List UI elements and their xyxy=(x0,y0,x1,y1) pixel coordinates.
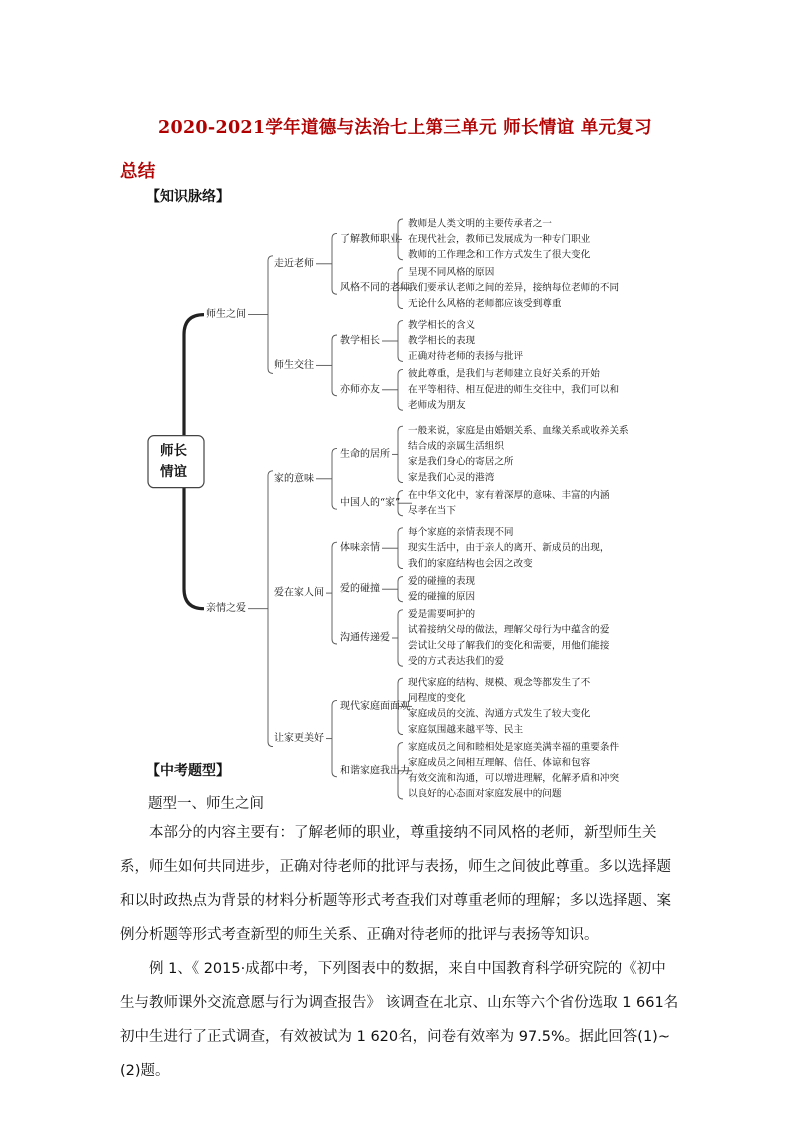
mindmap-leaf: 每个家庭的亲情表现不同 xyxy=(408,527,514,539)
mindmap-leaf: 彼此尊重，是我们与老师建立良好关系的开始 xyxy=(408,368,600,380)
mindmap-leaf: 结合成的亲属生活组织 xyxy=(408,441,504,453)
mindmap-topic: 师生交往 xyxy=(274,359,314,371)
mindmap-connector xyxy=(332,542,337,644)
mindmap-leaf: 在中华文化中，家有着深厚的意味、丰富的内涵 xyxy=(408,489,610,501)
mindmap-connector xyxy=(268,256,273,374)
mindmap-subtopic: 体味亲情 xyxy=(340,542,380,554)
mindmap-leaf: 我们的家庭结构也会因之改变 xyxy=(408,558,533,570)
mindmap-root-label-line2: 情谊 xyxy=(160,464,187,481)
mindmap-connector xyxy=(398,426,403,482)
mindmap-leaf: 尝试让父母了解我们的变化和需要，用他们能接 xyxy=(408,640,610,652)
mindmap-leaf: 现实生活中，由于亲人的离开、新成员的出现， xyxy=(408,542,610,554)
mindmap-topic: 走近老师 xyxy=(274,258,314,270)
mindmap-leaf: 爱的碰撞的原因 xyxy=(408,591,476,603)
mindmap-subtopic: 教学相长 xyxy=(340,335,380,347)
mindmap-leaf: 在平等相待、相互促进的师生交往中，我们可以和 xyxy=(408,384,620,396)
mindmap-leaf: 呈现不同风格的原因 xyxy=(408,267,495,279)
mindmap-leaf: 家是我们身心的寄居之所 xyxy=(408,456,514,468)
mindmap-leaf: 试着接纳父母的做法，理解父母行为中蕴含的爱 xyxy=(408,624,610,636)
mindmap-connector xyxy=(398,321,403,362)
mindmap-connector xyxy=(398,577,403,602)
mindmap-leaf: 老师成为朋友 xyxy=(408,399,466,411)
mindmap-subtopic: 爱的碰撞 xyxy=(340,583,380,595)
mindmap-leaf: 以良好的心态面对家庭发展中的问题 xyxy=(408,788,562,800)
mindmap-leaf: 同程度的变化 xyxy=(408,693,466,705)
mindmap-branch: 师生之间 xyxy=(206,309,246,321)
mindmap-connector xyxy=(268,471,273,747)
mindmap-subtopic: 沟通传递爱 xyxy=(340,632,390,644)
mindmap-leaf: 爱的碰撞的表现 xyxy=(408,575,476,587)
mindmap-leaf: 正确对待老师的表扬与批评 xyxy=(408,351,524,363)
mindmap-leaf: 教师的工作理念和工作方式发生了很大变化 xyxy=(408,249,591,261)
mindmap-leaf: 现代家庭的结构、规模、观念等都发生了不 xyxy=(408,677,591,689)
mindmap-leaf: 受的方式表达我们的爱 xyxy=(408,655,504,667)
mindmap-connector xyxy=(398,528,403,569)
mindmap-leaf: 我们要承认老师之间的差异，接纳每位老师的不同 xyxy=(408,282,620,294)
mindmap-branch: 亲情之爱 xyxy=(206,603,246,615)
mindmap-leaf: 在现代社会，教师已发展成为一种专门职业 xyxy=(408,233,591,245)
title-line-1: 2020-2021学年道德与法治七上第三单元 师长情谊 单元复习 xyxy=(158,118,652,138)
mindmap-connector xyxy=(332,700,337,776)
mindmap-leaf: 教师是人类文明的主要传承者之一 xyxy=(408,218,552,230)
mindmap-leaf: 家是我们心灵的港湾 xyxy=(408,472,495,484)
mindmap-connector xyxy=(332,335,337,396)
example-paragraph: 例 1、《 2015·成都中考，下列图表中的数据，来自中国教育科学研究院的《初中生与教师课外交流意愿与行为调查报告》 该调查在北京、山东等六个省份选取 1 661名初中生进行了正式调查，有效被试为 1 620名，问卷有效率为 97.5%。据此回答(1)~(2)题。 xyxy=(120,961,679,1079)
mindmap-leaf: 爱是需要呵护的 xyxy=(408,609,476,621)
mindmap-topic: 爱在家人间 xyxy=(274,587,324,599)
section-knowledge-heading: 【知识脉络】 xyxy=(146,189,230,205)
type1-heading: 题型一、师生之间 xyxy=(148,796,264,812)
mindmap-connector xyxy=(398,369,403,410)
title-line-2: 总结 xyxy=(120,162,156,182)
mindmap-connector xyxy=(332,448,337,509)
mindmap-topic: 家的意味 xyxy=(274,473,314,485)
mindmap-topic: 让家更美好 xyxy=(274,733,324,745)
mindmap-subtopic: 风格不同的老师 xyxy=(340,282,410,294)
document-title xyxy=(120,106,680,194)
mindmap-leaf: 家庭成员之间相互理解、信任、体谅和包容 xyxy=(408,757,591,769)
mindmap-leaf: 家庭氛围越来越平等、民主 xyxy=(408,724,524,736)
mindmap-leaf: 一般来说，家庭是由婚姻关系、血缘关系或收养关系 xyxy=(408,425,629,437)
mindmap-subtopic: 生命的居所 xyxy=(340,448,390,460)
mindmap-root-label: 师长 xyxy=(160,443,187,460)
mindmap-leaf: 教学相长的含义 xyxy=(408,319,476,331)
mindmap-subtopic: 中国人的“家” xyxy=(340,497,401,509)
mindmap-leaf: 教学相长的表现 xyxy=(408,335,476,347)
mindmap-leaf: 无论什么风格的老师都应该受到尊重 xyxy=(408,298,562,310)
mindmap-subtopic: 现代家庭面面观 xyxy=(340,700,410,712)
mindmap-leaf: 家庭成员之间和睦相处是家庭美满幸福的重要条件 xyxy=(408,741,620,753)
mindmap-leaf: 尽孝在当下 xyxy=(408,505,456,517)
mindmap-subtopic: 亦师亦友 xyxy=(340,384,380,396)
mindmap-leaf: 家庭成员的交流、沟通方式发生了较大变化 xyxy=(408,708,591,720)
section-exam-heading: 【中考题型】 xyxy=(146,763,230,779)
mindmap-leaf: 有效交流和沟通，可以增进理解，化解矛盾和冲突 xyxy=(408,773,620,785)
mindmap-connector xyxy=(398,610,403,666)
mindmap-subtopic: 了解教师职业 xyxy=(340,233,400,245)
mindmap-connector xyxy=(332,233,337,294)
intro-paragraph: 本部分的内容主要有：了解老师的职业，尊重接纳不同风格的老师，新型师生关系，师生如何共同进步，正确对待老师的批评与表扬，师生之间彼此尊重。多以选择题和以时政热点为背景的材料分析题等形式考查我们对尊重老师的理解；多以选择题、案例分析题等形式考查新型的师生关系、正确对待老师的批评与表扬等知识。 xyxy=(120,825,671,943)
mindmap-subtopic: 和谐家庭我出力 xyxy=(340,765,410,777)
